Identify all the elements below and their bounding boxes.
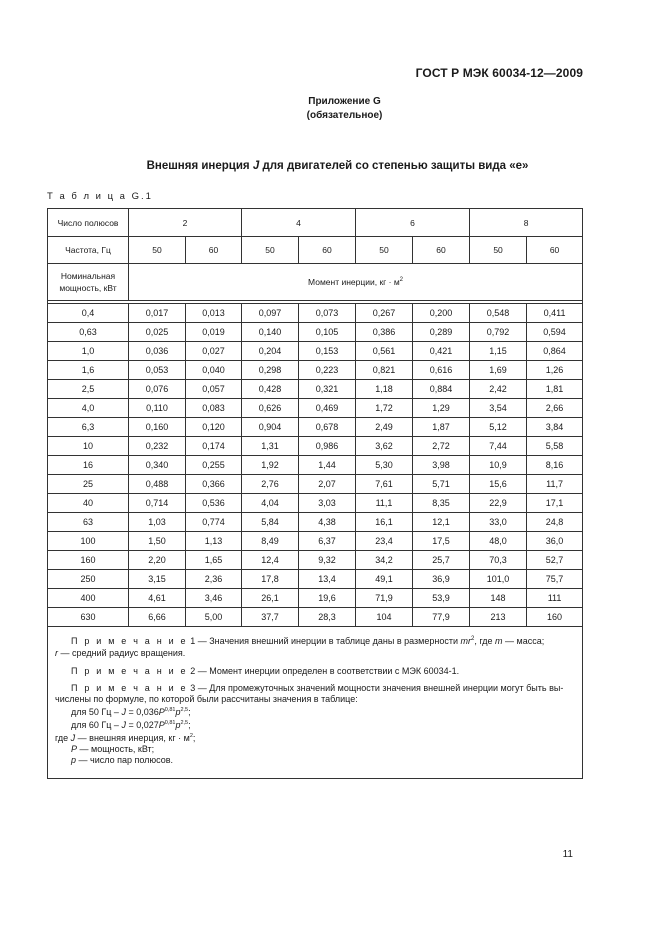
inertia-cell: 11,7 — [527, 475, 583, 494]
title-prefix: Внешняя инерция — [146, 160, 253, 172]
inertia-cell: 0,626 — [242, 399, 299, 418]
power-cell: 0,63 — [48, 323, 129, 342]
power-cell: 16 — [48, 456, 129, 475]
inertia-cell: 1,92 — [242, 456, 299, 475]
inertia-cell: 0,298 — [242, 361, 299, 380]
inertia-cell: 33,0 — [470, 513, 527, 532]
inertia-cell: 16,1 — [356, 513, 413, 532]
inertia-cell: 3,62 — [356, 437, 413, 456]
frequency-cell: 60 — [186, 237, 242, 264]
definition-p: P — мощность, кВт; — [71, 744, 155, 754]
inertia-cell: 2,49 — [356, 418, 413, 437]
inertia-cell: 0,053 — [129, 361, 186, 380]
inertia-cell: 25,7 — [413, 551, 470, 570]
inertia-cell: 17,5 — [413, 532, 470, 551]
frequency-cell: 50 — [470, 237, 527, 264]
inertia-cell: 6,66 — [129, 608, 186, 627]
inertia-cell: 12,4 — [242, 551, 299, 570]
inertia-cell: 5,30 — [356, 456, 413, 475]
table-row — [48, 570, 583, 589]
inertia-cell: 0,019 — [186, 323, 242, 342]
note-text: Для промежуточных значений мощности значения внешней инерции могут быть вы- — [209, 683, 564, 693]
power-cell: 2,5 — [48, 380, 129, 399]
notes-row — [48, 627, 583, 779]
power-cell: 100 — [48, 532, 129, 551]
inertia-cell: 8,35 — [413, 494, 470, 513]
table-row — [48, 361, 583, 380]
inertia-cell: 36,9 — [413, 570, 470, 589]
note-1: П р и м е ч а н и е 1 — Значения внешний инерции в таблице даны в размерности $mr^2$, где m — масса; r — средний радиус вращения. — [55, 636, 545, 658]
inertia-cell: 1,50 — [129, 532, 186, 551]
table-row — [48, 380, 583, 399]
poles-cell: 8 — [470, 209, 583, 237]
inertia-cell: 6,37 — [299, 532, 356, 551]
inertia-cell: 0,057 — [186, 380, 242, 399]
inertia-cell: 104 — [356, 608, 413, 627]
inertia-cell: 2,66 — [527, 399, 583, 418]
inertia-cell: 0,821 — [356, 361, 413, 380]
inertia-cell: 1,03 — [129, 513, 186, 532]
inertia-cell: 1,15 — [470, 342, 527, 361]
inertia-cell: 2,07 — [299, 475, 356, 494]
page-number: 11 — [562, 849, 573, 860]
inertia-cell: 5,12 — [470, 418, 527, 437]
inertia-cell: 0,792 — [470, 323, 527, 342]
inertia-cell: 37,7 — [242, 608, 299, 627]
frequency-cell: 50 — [356, 237, 413, 264]
annex-name: Приложение G — [308, 96, 381, 107]
inertia-cell: 5,84 — [242, 513, 299, 532]
inertia-cell: 0,267 — [356, 304, 413, 323]
inertia-cell: 160 — [527, 608, 583, 627]
inertia-cell: 71,9 — [356, 589, 413, 608]
inertia-cell: 2,42 — [470, 380, 527, 399]
inertia-cell: 0,073 — [299, 304, 356, 323]
inertia-cell: 48,0 — [470, 532, 527, 551]
inertia-cell: 0,616 — [413, 361, 470, 380]
frequency-cell: 60 — [299, 237, 356, 264]
inertia-cell: 28,3 — [299, 608, 356, 627]
power-cell: 0,4 — [48, 304, 129, 323]
inertia-cell: 111 — [527, 589, 583, 608]
inertia-cell: 0,204 — [242, 342, 299, 361]
power-cell: 6,3 — [48, 418, 129, 437]
inertia-cell: 5,58 — [527, 437, 583, 456]
table-row — [48, 589, 583, 608]
definition-pp: p — число пар полюсов. — [71, 755, 174, 765]
table-row — [48, 304, 583, 323]
inertia-cell: 0,200 — [413, 304, 470, 323]
inertia-cell: 11,1 — [356, 494, 413, 513]
table-row — [48, 456, 583, 475]
inertia-cell: 26,1 — [242, 589, 299, 608]
inertia-cell: 53,9 — [413, 589, 470, 608]
power-cell: 10 — [48, 437, 129, 456]
inertia-cell: 7,61 — [356, 475, 413, 494]
inertia-cell: 19,6 — [299, 589, 356, 608]
inertia-cell: 0,594 — [527, 323, 583, 342]
inertia-cell: 1,13 — [186, 532, 242, 551]
inertia-cell: 0,548 — [470, 304, 527, 323]
inertia-cell: 1,31 — [242, 437, 299, 456]
inertia-cell: 3,03 — [299, 494, 356, 513]
note-label: П р и м е ч а н и е — [71, 683, 188, 693]
table-row — [48, 475, 583, 494]
frequency-cell: 60 — [413, 237, 470, 264]
table-row — [48, 342, 583, 361]
inertia-cell: 22,9 — [470, 494, 527, 513]
power-cell: 4,0 — [48, 399, 129, 418]
inertia-cell: 75,7 — [527, 570, 583, 589]
frequency-label: Частота, Гц — [48, 237, 129, 264]
note-text: , где — [474, 636, 493, 646]
annex-heading — [0, 95, 661, 123]
inertia-cell: 0,561 — [356, 342, 413, 361]
inertia-cell: 2,76 — [242, 475, 299, 494]
moment-label-exponent: 2 — [399, 277, 404, 284]
frequency-cell: 50 — [129, 237, 186, 264]
table-row — [48, 494, 583, 513]
inertia-cell: 0,140 — [242, 323, 299, 342]
inertia-cell: 0,340 — [129, 456, 186, 475]
table-row — [48, 551, 583, 570]
inertia-cell: 0,105 — [299, 323, 356, 342]
note-label: П р и м е ч а н и е — [71, 666, 188, 676]
notes-cell — [48, 627, 583, 779]
inertia-cell: 0,864 — [527, 342, 583, 361]
inertia-cell: 52,7 — [527, 551, 583, 570]
inertia-cell: 148 — [470, 589, 527, 608]
power-cell: 400 — [48, 589, 129, 608]
note-text: числены по формуле, по которой были рассчитаны значения в таблице: — [55, 694, 358, 704]
note-number: 1 — — [190, 636, 207, 646]
inertia-cell: 0,027 — [186, 342, 242, 361]
inertia-cell: 17,8 — [242, 570, 299, 589]
inertia-cell: 1,72 — [356, 399, 413, 418]
inertia-cell: 8,16 — [527, 456, 583, 475]
note-text: Значения внешний инерции в таблице даны в размерности — [209, 636, 458, 646]
inertia-cell: 0,160 — [129, 418, 186, 437]
inertia-cell: 4,61 — [129, 589, 186, 608]
inertia-cell: 0,678 — [299, 418, 356, 437]
note-label: П р и м е ч а н и е — [71, 636, 188, 646]
header-row-frequency — [48, 237, 583, 264]
note-text: Момент инерции определен в соответствии с МЭК 60034-1. — [209, 666, 460, 676]
inertia-cell: 0,232 — [129, 437, 186, 456]
inertia-cell: 13,4 — [299, 570, 356, 589]
inertia-cell: 0,411 — [527, 304, 583, 323]
inertia-cell: 0,013 — [186, 304, 242, 323]
power-cell: 1,0 — [48, 342, 129, 361]
formula-50: для 50 Гц – $J = 0,036P^{0,81}p^{2,5}$; — [71, 707, 191, 717]
inertia-cell: 0,120 — [186, 418, 242, 437]
inertia-table — [47, 208, 583, 779]
moment-label-text: Момент инерции, кг · м — [308, 277, 400, 287]
power-label-line-1: Номинальная — [60, 271, 116, 281]
inertia-cell: 1,29 — [413, 399, 470, 418]
inertia-cell: 0,536 — [186, 494, 242, 513]
inertia-cell: 0,904 — [242, 418, 299, 437]
table-row — [48, 513, 583, 532]
inertia-cell: 1,69 — [470, 361, 527, 380]
table-body — [48, 304, 583, 627]
definition-j: где J — внешняя инерция, кг · $м^2$; — [55, 733, 196, 743]
note-text: — масса; — [502, 636, 545, 646]
inertia-cell: 0,255 — [186, 456, 242, 475]
inertia-cell: 0,289 — [413, 323, 470, 342]
inertia-cell: 0,036 — [129, 342, 186, 361]
inertia-cell: 0,428 — [242, 380, 299, 399]
inertia-cell: 3,84 — [527, 418, 583, 437]
frequency-cell: 50 — [242, 237, 299, 264]
inertia-cell: 49,1 — [356, 570, 413, 589]
title-suffix: для двигателей со степенью защиты вида «е» — [259, 160, 529, 172]
table-row — [48, 418, 583, 437]
power-cell: 40 — [48, 494, 129, 513]
inertia-cell: 10,9 — [470, 456, 527, 475]
inertia-cell: 0,421 — [413, 342, 470, 361]
table-row — [48, 532, 583, 551]
inertia-cell: 0,017 — [129, 304, 186, 323]
inertia-cell: 4,38 — [299, 513, 356, 532]
inertia-cell: 3,46 — [186, 589, 242, 608]
note-3 — [55, 683, 576, 766]
inertia-cell: 0,714 — [129, 494, 186, 513]
inertia-cell: 1,87 — [413, 418, 470, 437]
inertia-cell: 1,81 — [527, 380, 583, 399]
table-row — [48, 608, 583, 627]
title-symbol: J — [252, 160, 260, 172]
inertia-cell: 0,774 — [186, 513, 242, 532]
note-2 — [55, 665, 576, 677]
inertia-cell: 0,025 — [129, 323, 186, 342]
inertia-cell: 0,174 — [186, 437, 242, 456]
frequency-cell: 60 — [527, 237, 583, 264]
table-row — [48, 399, 583, 418]
table-row — [48, 323, 583, 342]
power-cell: 63 — [48, 513, 129, 532]
table-row — [48, 437, 583, 456]
inertia-cell: 0,488 — [129, 475, 186, 494]
inertia-cell: 0,321 — [299, 380, 356, 399]
inertia-cell: 0,097 — [242, 304, 299, 323]
moment-label — [129, 264, 583, 301]
inertia-cell: 0,153 — [299, 342, 356, 361]
inertia-cell: 2,20 — [129, 551, 186, 570]
inertia-cell: 12,1 — [413, 513, 470, 532]
inertia-cell: 17,1 — [527, 494, 583, 513]
inertia-cell: 3,98 — [413, 456, 470, 475]
inertia-cell: 4,04 — [242, 494, 299, 513]
inertia-cell: 0,884 — [413, 380, 470, 399]
inertia-cell: 23,4 — [356, 532, 413, 551]
inertia-cell: 0,083 — [186, 399, 242, 418]
inertia-cell: 1,18 — [356, 380, 413, 399]
note-text: — средний радиус вращения. — [58, 648, 186, 658]
inertia-cell: 3,15 — [129, 570, 186, 589]
formula-60: для 60 Гц – $J = 0,027P^{0,81}p^{2,5}$; — [71, 720, 191, 730]
inertia-cell: 70,3 — [470, 551, 527, 570]
inertia-cell: 0,386 — [356, 323, 413, 342]
header-row-units — [48, 264, 583, 301]
table-title — [0, 160, 661, 172]
inertia-cell: 0,040 — [186, 361, 242, 380]
power-cell: 25 — [48, 475, 129, 494]
inertia-cell: 1,65 — [186, 551, 242, 570]
inertia-cell: 36,0 — [527, 532, 583, 551]
power-cell: 160 — [48, 551, 129, 570]
inertia-cell: 1,26 — [527, 361, 583, 380]
standard-number: ГОСТ Р МЭК 60034-12—2009 — [415, 66, 583, 80]
inertia-cell: 2,36 — [186, 570, 242, 589]
inertia-cell: 77,9 — [413, 608, 470, 627]
inertia-cell: 5,00 — [186, 608, 242, 627]
inertia-cell: 5,71 — [413, 475, 470, 494]
power-cell: 1,6 — [48, 361, 129, 380]
note-number: 2 — — [190, 666, 207, 676]
inertia-cell: 0,986 — [299, 437, 356, 456]
power-cell: 630 — [48, 608, 129, 627]
poles-cell: 2 — [129, 209, 242, 237]
poles-cell: 6 — [356, 209, 470, 237]
inertia-cell: 9,32 — [299, 551, 356, 570]
inertia-cell: 0,366 — [186, 475, 242, 494]
inertia-cell: 0,469 — [299, 399, 356, 418]
inertia-cell: 3,54 — [470, 399, 527, 418]
inertia-cell: 0,110 — [129, 399, 186, 418]
power-label — [48, 264, 129, 301]
inertia-cell: 8,49 — [242, 532, 299, 551]
power-cell: 250 — [48, 570, 129, 589]
annex-status: (обязательное) — [306, 110, 383, 121]
power-label-line-2: мощность, кВт — [59, 283, 117, 293]
inertia-cell: 15,6 — [470, 475, 527, 494]
note-number: 3 — — [190, 683, 207, 693]
poles-label: Число полюсов — [48, 209, 129, 237]
header-row-poles — [48, 209, 583, 237]
inertia-cell: 213 — [470, 608, 527, 627]
inertia-cell: 1,44 — [299, 456, 356, 475]
inertia-cell: 7,44 — [470, 437, 527, 456]
inertia-cell: 34,2 — [356, 551, 413, 570]
poles-cell: 4 — [242, 209, 356, 237]
inertia-cell: 0,223 — [299, 361, 356, 380]
inertia-cell: 0,076 — [129, 380, 186, 399]
inertia-cell: 101,0 — [470, 570, 527, 589]
table-label: Т а б л и ц а G.1 — [47, 191, 153, 202]
inertia-cell: 2,72 — [413, 437, 470, 456]
inertia-cell: 24,8 — [527, 513, 583, 532]
